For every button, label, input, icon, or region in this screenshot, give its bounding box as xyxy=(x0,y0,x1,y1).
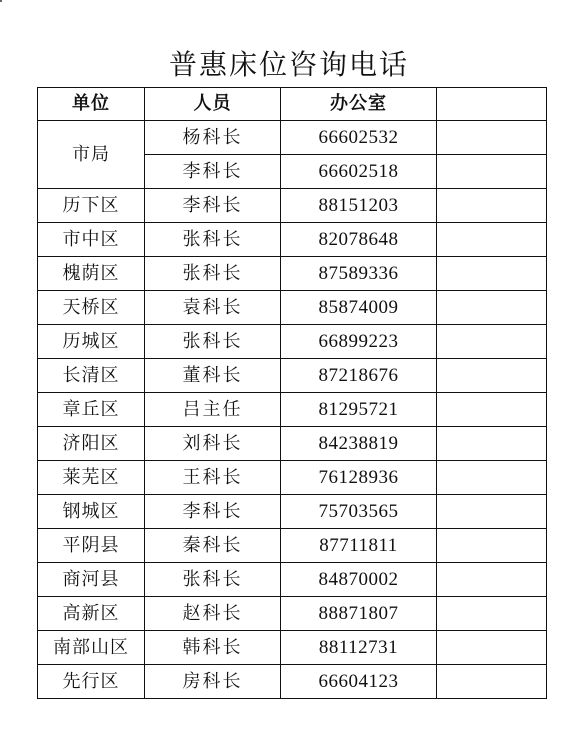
person-cell: 韩科长 xyxy=(145,631,281,665)
office-phone-cell: 81295721 xyxy=(281,393,437,427)
table-header xyxy=(38,88,547,121)
page-title: 普惠床位咨询电话 xyxy=(168,47,409,81)
person-cell: 李科长 xyxy=(145,155,281,189)
office-phone-cell: 84238819 xyxy=(281,427,437,461)
unit-cell: 钢城区 xyxy=(38,495,145,529)
blank-cell xyxy=(437,359,547,393)
blank-cell xyxy=(437,325,547,359)
table-row xyxy=(38,495,547,529)
office-phone-cell: 87711811 xyxy=(281,529,437,563)
table-row xyxy=(38,665,547,699)
person-cell: 张科长 xyxy=(145,223,281,257)
office-phone-cell: 84870002 xyxy=(281,563,437,597)
blank-cell xyxy=(437,393,547,427)
unit-cell: 莱芜区 xyxy=(38,461,145,495)
office-phone-cell: 85874009 xyxy=(281,291,437,325)
office-phone-cell: 76128936 xyxy=(281,461,437,495)
office-phone-cell: 87589336 xyxy=(281,257,437,291)
person-cell: 王科长 xyxy=(145,461,281,495)
unit-cell: 市局 xyxy=(38,121,145,189)
blank-cell xyxy=(437,495,547,529)
person-cell: 张科长 xyxy=(145,257,281,291)
blank-cell xyxy=(437,427,547,461)
person-cell: 赵科长 xyxy=(145,597,281,631)
table-row xyxy=(38,427,547,461)
office-phone-cell: 66604123 xyxy=(281,665,437,699)
blank-cell xyxy=(437,563,547,597)
person-cell: 张科长 xyxy=(145,325,281,359)
unit-cell: 章丘区 xyxy=(38,393,145,427)
unit-cell: 历下区 xyxy=(38,189,145,223)
table-row xyxy=(38,359,547,393)
table-row xyxy=(38,597,547,631)
table-row xyxy=(38,461,547,495)
office-phone-cell: 87218676 xyxy=(281,359,437,393)
person-cell: 刘科长 xyxy=(145,427,281,461)
office-phone-cell: 88112731 xyxy=(281,631,437,665)
unit-cell: 南部山区 xyxy=(38,631,145,665)
table-row xyxy=(38,631,547,665)
corner-mark xyxy=(0,0,2,2)
table-row xyxy=(38,223,547,257)
table-row xyxy=(38,189,547,223)
table-row xyxy=(38,563,547,597)
person-cell: 张科长 xyxy=(145,563,281,597)
header-blank xyxy=(437,88,547,121)
table-row xyxy=(38,393,547,427)
person-cell: 吕主任 xyxy=(145,393,281,427)
blank-cell xyxy=(437,189,547,223)
person-cell: 袁科长 xyxy=(145,291,281,325)
table-body xyxy=(38,121,547,699)
person-cell: 房科长 xyxy=(145,665,281,699)
unit-cell: 济阳区 xyxy=(38,427,145,461)
unit-cell: 商河县 xyxy=(38,563,145,597)
office-phone-cell: 66602532 xyxy=(281,121,437,155)
unit-cell: 先行区 xyxy=(38,665,145,699)
person-cell: 秦科长 xyxy=(145,529,281,563)
unit-cell: 平阴县 xyxy=(38,529,145,563)
header-person: 人员 xyxy=(145,88,281,121)
blank-cell xyxy=(437,223,547,257)
table-row xyxy=(38,291,547,325)
office-phone-cell: 75703565 xyxy=(281,495,437,529)
blank-cell xyxy=(437,461,547,495)
office-phone-cell: 88151203 xyxy=(281,189,437,223)
unit-cell: 市中区 xyxy=(38,223,145,257)
unit-cell: 历城区 xyxy=(38,325,145,359)
blank-cell xyxy=(437,291,547,325)
table-row xyxy=(38,121,547,155)
unit-cell: 天桥区 xyxy=(38,291,145,325)
blank-cell xyxy=(437,597,547,631)
header-row xyxy=(38,88,547,121)
table-row xyxy=(38,325,547,359)
blank-cell xyxy=(437,155,547,189)
person-cell: 李科长 xyxy=(145,495,281,529)
blank-cell xyxy=(437,631,547,665)
table-row xyxy=(38,529,547,563)
blank-cell xyxy=(437,665,547,699)
blank-cell xyxy=(437,257,547,291)
person-cell: 李科长 xyxy=(145,189,281,223)
blank-cell xyxy=(437,529,547,563)
office-phone-cell: 66899223 xyxy=(281,325,437,359)
office-phone-cell: 66602518 xyxy=(281,155,437,189)
unit-cell: 高新区 xyxy=(38,597,145,631)
blank-cell xyxy=(437,121,547,155)
person-cell: 董科长 xyxy=(145,359,281,393)
office-phone-cell: 88871807 xyxy=(281,597,437,631)
unit-cell: 长清区 xyxy=(38,359,145,393)
header-unit: 单位 xyxy=(38,88,145,121)
office-phone-cell: 82078648 xyxy=(281,223,437,257)
person-cell: 杨科长 xyxy=(145,121,281,155)
table-row xyxy=(38,257,547,291)
header-office: 办公室 xyxy=(281,88,437,121)
unit-cell: 槐荫区 xyxy=(38,257,145,291)
contact-table xyxy=(37,87,547,699)
